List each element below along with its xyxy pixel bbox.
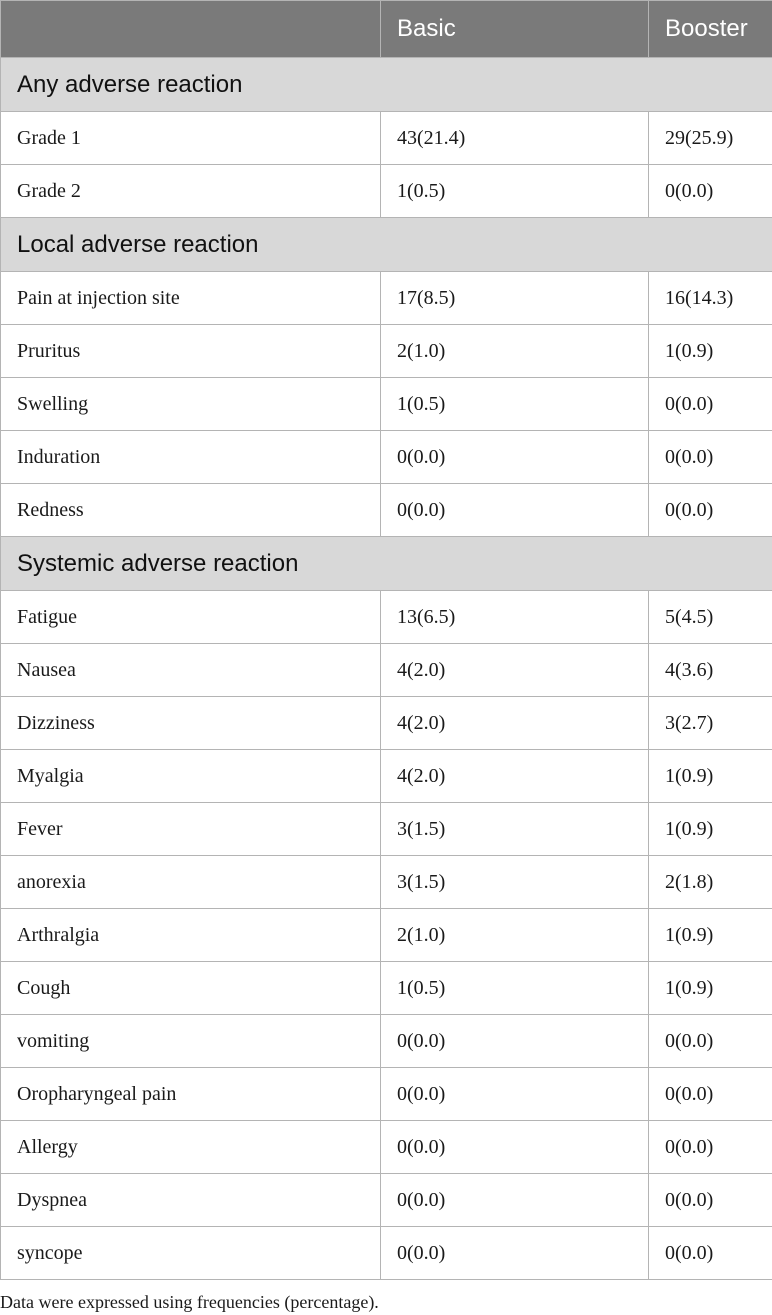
booster-value-cell: 5(4.5) <box>649 591 772 644</box>
basic-value-cell: 0(0.0) <box>381 1068 649 1121</box>
booster-value-cell: 3(2.7) <box>649 697 772 750</box>
booster-value-cell: 0(0.0) <box>649 1174 772 1227</box>
basic-value-cell: 1(0.5) <box>381 962 649 1015</box>
reaction-label-cell: Oropharyngeal pain <box>1 1068 381 1121</box>
reaction-label-cell: Fever <box>1 803 381 856</box>
booster-value-cell: 0(0.0) <box>649 1227 772 1280</box>
table-row <box>1 1068 772 1121</box>
booster-value-cell: 0(0.0) <box>649 378 772 431</box>
table-row <box>1 962 772 1015</box>
basic-value-cell: 4(2.0) <box>381 644 649 697</box>
table-row <box>1 1227 772 1280</box>
basic-value-cell: 0(0.0) <box>381 1015 649 1068</box>
table-row <box>1 750 772 803</box>
booster-value-cell: 4(3.6) <box>649 644 772 697</box>
table-row <box>1 325 772 378</box>
booster-value-cell: 0(0.0) <box>649 1068 772 1121</box>
reaction-label-cell: vomiting <box>1 1015 381 1068</box>
reaction-label-cell: Grade 1 <box>1 112 381 165</box>
section-title: Systemic adverse reaction <box>1 537 772 591</box>
reaction-label-cell: Arthralgia <box>1 909 381 962</box>
table-row <box>1 484 772 537</box>
table-row <box>1 431 772 484</box>
booster-value-cell: 0(0.0) <box>649 165 772 218</box>
basic-value-cell: 17(8.5) <box>381 272 649 325</box>
header-cell-basic: Basic <box>381 1 649 58</box>
reaction-label-cell: Swelling <box>1 378 381 431</box>
booster-value-cell: 1(0.9) <box>649 962 772 1015</box>
basic-value-cell: 13(6.5) <box>381 591 649 644</box>
table-row <box>1 697 772 750</box>
table-footnote: Data were expressed using frequencies (percentage). <box>0 1292 379 1312</box>
basic-value-cell: 43(21.4) <box>381 112 649 165</box>
header-cell-booster: Booster <box>649 1 772 58</box>
section-header-row <box>1 218 772 272</box>
table-row <box>1 272 772 325</box>
table-row <box>1 644 772 697</box>
table-row <box>1 909 772 962</box>
table-row <box>1 856 772 909</box>
reaction-label-cell: Pruritus <box>1 325 381 378</box>
booster-value-cell: 1(0.9) <box>649 909 772 962</box>
reaction-label-cell: Grade 2 <box>1 165 381 218</box>
table-header-row <box>1 1 772 58</box>
basic-value-cell: 2(1.0) <box>381 325 649 378</box>
basic-value-cell: 1(0.5) <box>381 165 649 218</box>
reaction-label-cell: syncope <box>1 1227 381 1280</box>
table-row <box>1 803 772 856</box>
header-cell-empty <box>1 1 381 58</box>
table-row <box>1 1121 772 1174</box>
reaction-label-cell: Induration <box>1 431 381 484</box>
reaction-label-cell: Myalgia <box>1 750 381 803</box>
table-row <box>1 378 772 431</box>
section-header-row <box>1 58 772 112</box>
booster-value-cell: 29(25.9) <box>649 112 772 165</box>
booster-value-cell: 0(0.0) <box>649 1015 772 1068</box>
basic-value-cell: 4(2.0) <box>381 750 649 803</box>
reaction-label-cell: Cough <box>1 962 381 1015</box>
table-row <box>1 591 772 644</box>
reaction-label-cell: Fatigue <box>1 591 381 644</box>
reaction-label-cell: Allergy <box>1 1121 381 1174</box>
basic-value-cell: 0(0.0) <box>381 484 649 537</box>
booster-value-cell: 0(0.0) <box>649 484 772 537</box>
booster-value-cell: 16(14.3) <box>649 272 772 325</box>
booster-value-cell: 2(1.8) <box>649 856 772 909</box>
basic-value-cell: 3(1.5) <box>381 803 649 856</box>
basic-value-cell: 0(0.0) <box>381 1174 649 1227</box>
basic-value-cell: 2(1.0) <box>381 909 649 962</box>
table-body <box>1 58 772 1280</box>
reaction-label-cell: Dyspnea <box>1 1174 381 1227</box>
section-title: Local adverse reaction <box>1 218 772 272</box>
table-row <box>1 1174 772 1227</box>
basic-value-cell: 3(1.5) <box>381 856 649 909</box>
basic-value-cell: 0(0.0) <box>381 1227 649 1280</box>
table-row <box>1 1015 772 1068</box>
booster-value-cell: 1(0.9) <box>649 750 772 803</box>
reaction-label-cell: Dizziness <box>1 697 381 750</box>
booster-value-cell: 1(0.9) <box>649 325 772 378</box>
booster-value-cell: 0(0.0) <box>649 431 772 484</box>
basic-value-cell: 4(2.0) <box>381 697 649 750</box>
reaction-label-cell: anorexia <box>1 856 381 909</box>
reaction-label-cell: Redness <box>1 484 381 537</box>
booster-value-cell: 0(0.0) <box>649 1121 772 1174</box>
section-title: Any adverse reaction <box>1 58 772 112</box>
basic-value-cell: 0(0.0) <box>381 1121 649 1174</box>
reaction-label-cell: Pain at injection site <box>1 272 381 325</box>
booster-value-cell: 1(0.9) <box>649 803 772 856</box>
basic-value-cell: 0(0.0) <box>381 431 649 484</box>
table-row <box>1 165 772 218</box>
reaction-label-cell: Nausea <box>1 644 381 697</box>
table-row <box>1 112 772 165</box>
section-header-row <box>1 537 772 591</box>
basic-value-cell: 1(0.5) <box>381 378 649 431</box>
